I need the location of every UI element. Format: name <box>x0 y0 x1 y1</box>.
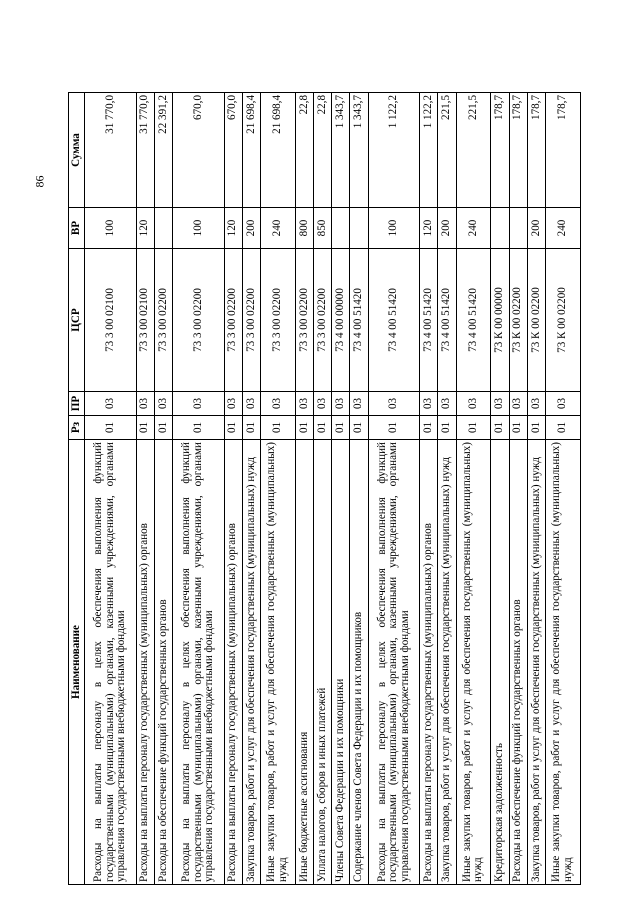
table-row <box>350 93 368 885</box>
row-sum: 178,7 <box>509 93 527 208</box>
table-row <box>545 93 580 885</box>
row-csr: 73 К 00 02200 <box>527 249 545 392</box>
row-pr: 03 <box>242 392 260 416</box>
header-pr: ПР <box>69 392 85 416</box>
row-name: Расходы на выплаты персоналу в целях обеспечения выполнения функций государственными (муниципальными) органами, казенными учреждениями, органами управления государственными внебюджетными фондами <box>172 440 224 885</box>
row-name: Расходы на выплаты персоналу государственных (муниципальных) органов <box>420 440 438 885</box>
row-sum: 178,7 <box>527 93 545 208</box>
row-name: Расходы на выплаты персоналу в целях обеспечения выполнения функций государственными (муниципальными) органами, казенными учреждениями, органами управления государственными внебюджетными фондами <box>85 440 137 885</box>
row-csr: 73 4 00 51420 <box>368 249 420 392</box>
row-rz: 01 <box>527 416 545 440</box>
row-csr: 73 3 00 02200 <box>314 249 332 392</box>
row-pr: 03 <box>350 392 368 416</box>
row-rz: 01 <box>85 416 137 440</box>
row-vr: 120 <box>224 208 242 249</box>
row-name: Закупка товаров, работ и услуг для обеспечения государственных (муниципальных) нужд <box>242 440 260 885</box>
row-name: Иные закупки товаров, работ и услуг для обеспечения государственных (муниципальных) нужд <box>456 440 491 885</box>
row-rz: 01 <box>545 416 580 440</box>
row-rz: 01 <box>314 416 332 440</box>
row-vr: 200 <box>438 208 456 249</box>
row-name: Закупка товаров, работ и услуг для обеспечения государственных (муниципальных) нужд <box>527 440 545 885</box>
row-sum: 1 122,2 <box>420 93 438 208</box>
row-vr: 100 <box>172 208 224 249</box>
rotated-table-wrapper <box>68 93 581 885</box>
row-name: Иные бюджетные ассигнования <box>295 440 313 885</box>
table-row <box>456 93 491 885</box>
row-rz: 01 <box>154 416 172 440</box>
table-row <box>420 93 438 885</box>
row-vr: 200 <box>527 208 545 249</box>
row-sum: 221,5 <box>456 93 491 208</box>
table-row <box>332 93 350 885</box>
row-name: Расходы на выплаты персоналу в целях обеспечения выполнения функций государственными (муниципальными) органами, казенными учреждениями, органами управления государственными внебюджетными фондами <box>368 440 420 885</box>
row-pr: 03 <box>136 392 154 416</box>
row-csr: 73 4 00 51420 <box>438 249 456 392</box>
row-name: Расходы на выплаты персоналу государственных (муниципальных) органов <box>136 440 154 885</box>
row-vr: 120 <box>420 208 438 249</box>
row-name: Расходы на выплаты персоналу государственных (муниципальных) органов <box>224 440 242 885</box>
row-pr: 03 <box>295 392 313 416</box>
row-vr: 240 <box>260 208 295 249</box>
table-row <box>260 93 295 885</box>
table-row <box>172 93 224 885</box>
row-sum: 1 343,7 <box>350 93 368 208</box>
row-name: Кредиторская задолженность <box>491 440 509 885</box>
row-rz: 01 <box>172 416 224 440</box>
row-vr: 100 <box>368 208 420 249</box>
row-vr: 800 <box>295 208 313 249</box>
row-csr: 73 3 00 02200 <box>242 249 260 392</box>
row-sum: 670,0 <box>224 93 242 208</box>
row-sum: 31 770,0 <box>136 93 154 208</box>
row-csr: 73 3 00 02200 <box>172 249 224 392</box>
row-rz: 01 <box>350 416 368 440</box>
row-name: Члены Совета Федерации и их помощники <box>332 440 350 885</box>
row-rz: 01 <box>509 416 527 440</box>
row-pr: 03 <box>491 392 509 416</box>
row-sum: 21 698,4 <box>260 93 295 208</box>
row-rz: 01 <box>420 416 438 440</box>
row-name: Расходы на обеспечение функций государственных органов <box>509 440 527 885</box>
row-vr <box>509 208 527 249</box>
row-csr: 73 4 00 51420 <box>420 249 438 392</box>
row-sum: 22,8 <box>314 93 332 208</box>
row-csr: 73 4 00 51420 <box>456 249 491 392</box>
table-row <box>85 93 137 885</box>
row-rz: 01 <box>260 416 295 440</box>
row-name: Закупка товаров, работ и услуг для обеспечения государственных (муниципальных) нужд <box>438 440 456 885</box>
row-pr: 03 <box>314 392 332 416</box>
row-pr: 03 <box>154 392 172 416</box>
table-row <box>136 93 154 885</box>
row-pr: 03 <box>509 392 527 416</box>
row-vr <box>350 208 368 249</box>
row-rz: 01 <box>295 416 313 440</box>
row-rz: 01 <box>242 416 260 440</box>
row-sum: 221,5 <box>438 93 456 208</box>
row-pr: 03 <box>85 392 137 416</box>
row-sum: 1 343,7 <box>332 93 350 208</box>
table-row <box>509 93 527 885</box>
row-pr: 03 <box>545 392 580 416</box>
row-vr: 240 <box>456 208 491 249</box>
row-sum: 178,7 <box>545 93 580 208</box>
row-rz: 01 <box>136 416 154 440</box>
row-csr: 73 3 00 02100 <box>136 249 154 392</box>
row-vr: 100 <box>85 208 137 249</box>
page-number-text: 86 <box>32 175 47 187</box>
row-pr: 03 <box>260 392 295 416</box>
row-vr: 240 <box>545 208 580 249</box>
row-sum: 1 122,2 <box>368 93 420 208</box>
table-row <box>224 93 242 885</box>
row-name: Содержание членов Совета Федерации и их помощников <box>350 440 368 885</box>
row-csr: 73 3 00 02200 <box>154 249 172 392</box>
row-pr: 03 <box>332 392 350 416</box>
row-rz: 01 <box>456 416 491 440</box>
row-vr: 120 <box>136 208 154 249</box>
row-vr: 850 <box>314 208 332 249</box>
row-sum: 22,8 <box>295 93 313 208</box>
row-pr: 03 <box>456 392 491 416</box>
row-sum: 178,7 <box>491 93 509 208</box>
table-row <box>438 93 456 885</box>
row-name: Иные закупки товаров, работ и услуг для обеспечения государственных (муниципальных) нужд <box>545 440 580 885</box>
header-vr: ВР <box>69 208 85 249</box>
row-csr: 73 4 00 51420 <box>350 249 368 392</box>
row-sum: 670,0 <box>172 93 224 208</box>
row-csr: 73 4 00 00000 <box>332 249 350 392</box>
row-pr: 03 <box>420 392 438 416</box>
header-csr: ЦСР <box>69 249 85 392</box>
row-csr: 73 3 00 02200 <box>260 249 295 392</box>
row-name: Расходы на обеспечение функций государственных органов <box>154 440 172 885</box>
row-rz: 01 <box>491 416 509 440</box>
budget-table <box>68 92 581 885</box>
row-csr: 73 3 00 02200 <box>224 249 242 392</box>
row-pr: 03 <box>527 392 545 416</box>
row-sum: 31 770,0 <box>85 93 137 208</box>
row-rz: 01 <box>368 416 420 440</box>
row-rz: 01 <box>438 416 456 440</box>
table-row <box>491 93 509 885</box>
row-csr: 73 3 00 02200 <box>295 249 313 392</box>
table-row <box>154 93 172 885</box>
header-sum: Сумма <box>69 93 85 208</box>
header-rz: Рз <box>69 416 85 440</box>
row-csr: 73 К 00 00000 <box>491 249 509 392</box>
row-csr: 73 3 00 02100 <box>85 249 137 392</box>
row-vr: 200 <box>242 208 260 249</box>
row-pr: 03 <box>172 392 224 416</box>
row-pr: 03 <box>438 392 456 416</box>
table-row <box>368 93 420 885</box>
row-name: Иные закупки товаров, работ и услуг для обеспечения государственных (муниципальных) нужд <box>260 440 295 885</box>
header-name: Наименование <box>69 440 85 885</box>
row-pr: 03 <box>224 392 242 416</box>
row-name: Уплата налогов, сборов и иных платежей <box>314 440 332 885</box>
row-pr: 03 <box>368 392 420 416</box>
row-vr <box>154 208 172 249</box>
row-csr: 73 К 00 02200 <box>509 249 527 392</box>
table-row <box>527 93 545 885</box>
row-sum: 21 698,4 <box>242 93 260 208</box>
table-row <box>314 93 332 885</box>
table-row <box>295 93 313 885</box>
row-vr <box>491 208 509 249</box>
row-vr <box>332 208 350 249</box>
row-sum: 22 391,2 <box>154 93 172 208</box>
row-rz: 01 <box>332 416 350 440</box>
row-rz: 01 <box>224 416 242 440</box>
table-header-row <box>69 93 85 885</box>
row-csr: 73 К 00 02200 <box>545 249 580 392</box>
table-row <box>242 93 260 885</box>
page-number <box>30 171 50 191</box>
